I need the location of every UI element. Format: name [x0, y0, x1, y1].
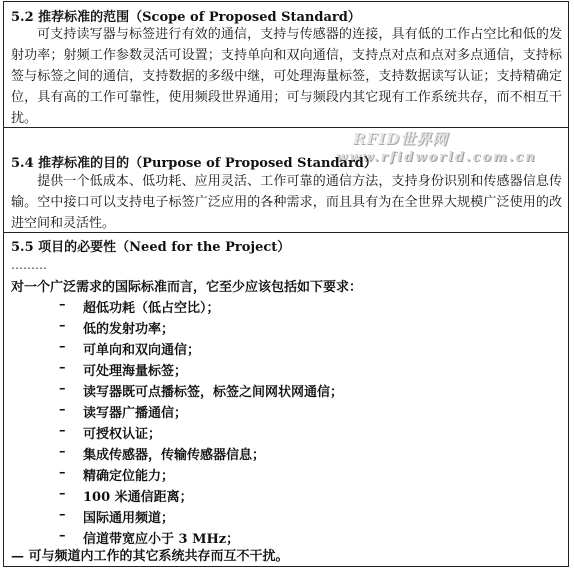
list-item [4, 400, 568, 421]
requirement-text: 低的发射功率； [83, 322, 175, 337]
section-title-en: （Scope of Proposed Standard） [129, 10, 361, 25]
dash-bullet: – [59, 339, 66, 354]
dash-bullet: – [59, 360, 66, 375]
requirement-final: — 可与频道内工作的其它系统共存而互不干扰。 [11, 549, 289, 564]
section-title-cn: 项目的必要性 [38, 240, 117, 255]
dash-bullet: – [59, 486, 66, 501]
section-need-heading [11, 236, 290, 255]
requirement-text: 读写器既可点播标签，标签之间网状网通信； [83, 385, 344, 400]
requirement-text: 可单向和双向通信； [83, 343, 201, 358]
section-title-cn: 推荐标准的目的 [38, 156, 130, 171]
section-scope-heading [11, 6, 361, 25]
list-item [4, 505, 568, 526]
requirement-text: 读写器广播通信； [83, 406, 188, 421]
list-item [4, 463, 568, 484]
section-number: 5.4 [11, 156, 34, 171]
dash-bullet: – [59, 507, 66, 522]
section-scope-body [11, 24, 562, 129]
dash-bullet: – [59, 444, 66, 459]
section-need [4, 233, 568, 567]
watermark-url: www.rfidworld.com.cn [336, 150, 537, 165]
watermark-title: RFID世界网 [353, 130, 449, 148]
requirement-text: 精确定位能力； [83, 469, 175, 484]
list-item [4, 316, 568, 337]
list-item [4, 337, 568, 358]
list-item [4, 421, 568, 442]
list-item [4, 295, 568, 316]
section-title-en: （Purpose of Proposed Standard） [129, 156, 377, 171]
section-purpose [4, 128, 568, 233]
dash-bullet: – [59, 297, 66, 312]
list-item [4, 484, 568, 505]
section-scope [4, 2, 568, 128]
dash-bullet: – [59, 423, 66, 438]
requirement-text: 信道带宽应小于 3 MHz； [83, 532, 240, 547]
requirements-intro: 对一个广泛需求的国际标准而言，它至少应该包括如下要求： [11, 280, 363, 295]
list-item [4, 442, 568, 463]
section-purpose-heading [11, 152, 377, 171]
list-item [4, 379, 568, 400]
section-number: 5.2 [11, 10, 34, 25]
requirement-text: 可授权认证； [83, 427, 162, 442]
requirement-text: 国际通用频道； [83, 511, 175, 526]
section-purpose-body [11, 171, 562, 234]
omitted-text-ellipsis: ……… [11, 258, 47, 272]
requirement-text: 超低功耗（低占空比）； [83, 301, 220, 316]
dash-bullet: – [59, 402, 66, 417]
dash-bullet: – [59, 318, 66, 333]
paragraph-text: 可支持读写器与标签进行有效的通信，支持与传感器的连接，具有低的工作占空比和低的发射功率；射频工作参数灵活可设置；支持单向和双向通信，支持点对点和点对多点通信，支持标签与标签之间的通信，支持数据的多级中继，可处理海量标签，支持数据读写认证；支持精确定位，具有高的工作可靠性，使用频段世界通用；可与频段内其它现有工作系统共存，而不相互干扰。 [11, 27, 562, 126]
requirement-text: 可处理海量标签； [83, 364, 188, 379]
section-title-cn: 推荐标准的范围 [38, 10, 130, 25]
dash-bullet: – [59, 528, 66, 543]
list-item [4, 358, 568, 379]
list-item [4, 526, 568, 547]
paragraph-text: 提供一个低成本、低功耗、应用灵活、工作可靠的通信方法，支持身份识别和传感器信息传输。空中接口可以支持电子标签广泛应用的各种需求，而且具有为在全世界大规模广泛使用的改进空间和灵活性。 [11, 174, 562, 231]
requirements-list [4, 295, 568, 547]
dash-bullet: – [59, 465, 66, 480]
section-number: 5.5 [11, 240, 34, 255]
document-table [3, 1, 569, 567]
requirement-text: 集成传感器，传输传感器信息； [83, 448, 266, 463]
requirement-text: 100 米通信距离； [83, 490, 193, 505]
dash-bullet: – [59, 381, 66, 396]
section-title-en: （Need for the Project） [116, 240, 291, 255]
